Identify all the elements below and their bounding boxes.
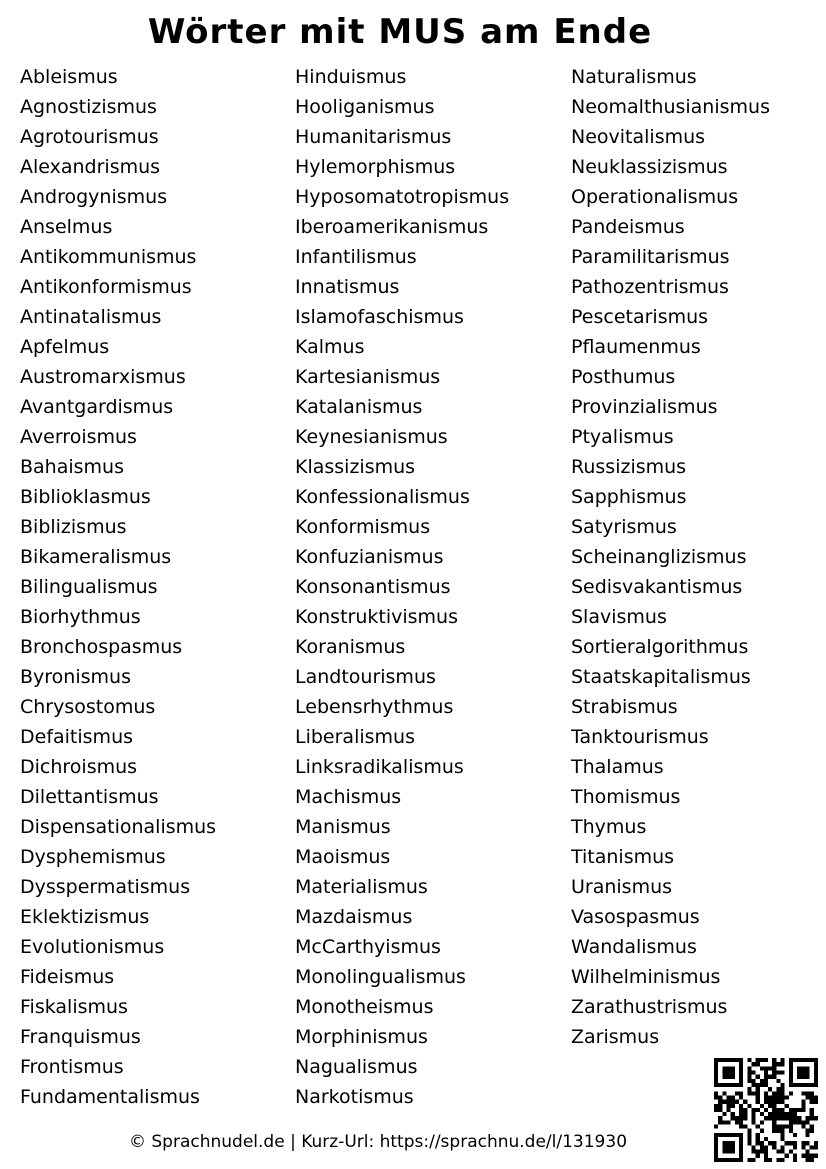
word-item: Naturalismus — [571, 66, 697, 88]
word-item: Pflaumenmus — [571, 336, 701, 358]
word-item: Antinatalismus — [20, 306, 162, 328]
word-item: Titanismus — [571, 846, 675, 868]
word-item: Zarismus — [571, 1026, 660, 1048]
word-item: Dichroismus — [20, 756, 138, 778]
word-item: Machismus — [295, 786, 402, 808]
word-item: Defaitismus — [20, 726, 134, 748]
word-item: Pescetarismus — [571, 306, 709, 328]
word-item: Russizismus — [571, 456, 687, 478]
word-item: Monolingualismus — [295, 966, 466, 988]
word-item: Dilettantismus — [20, 786, 159, 808]
word-item: Hylemorphismus — [295, 156, 456, 178]
word-item: Antikommunismus — [20, 246, 197, 268]
word-item: Neomalthusianismus — [571, 96, 770, 118]
word-item: Islamofaschismus — [295, 306, 464, 328]
word-item: Sortieralgorithmus — [571, 636, 749, 658]
word-item: Sapphismus — [571, 486, 687, 508]
word-item: Hinduismus — [295, 66, 407, 88]
word-item: Chrysostomus — [20, 696, 156, 718]
word-item: Byronismus — [20, 666, 131, 688]
word-item: Neovitalismus — [571, 126, 706, 148]
word-item: Mazdaismus — [295, 906, 413, 928]
word-item: Thalamus — [571, 756, 664, 778]
word-item: Bilingualismus — [20, 576, 158, 598]
word-item: Biblioklasmus — [20, 486, 151, 508]
word-item: Eklektizismus — [20, 906, 150, 928]
word-item: Strabismus — [571, 696, 678, 718]
word-item: Innatismus — [295, 276, 400, 298]
word-item: Humanitarismus — [295, 126, 452, 148]
word-item: Fundamentalismus — [20, 1086, 200, 1108]
word-item: Klassizismus — [295, 456, 416, 478]
word-item: Konformismus — [295, 516, 431, 538]
word-item: Kartesianismus — [295, 366, 441, 388]
word-item: Iberoamerikanismus — [295, 216, 489, 238]
word-item: Dispensationalismus — [20, 816, 217, 838]
word-item: Bikameralismus — [20, 546, 172, 568]
word-item: Keynesianismus — [295, 426, 448, 448]
word-item: Provinzialismus — [571, 396, 718, 418]
word-item: Alexandrismus — [20, 156, 161, 178]
word-item: Bahaismus — [20, 456, 124, 478]
word-item: Paramilitarismus — [571, 246, 730, 268]
word-item: Avantgardismus — [20, 396, 174, 418]
word-item: Zarathustrismus — [571, 996, 728, 1018]
word-item: Frontismus — [20, 1056, 124, 1078]
word-item: Agnostizismus — [20, 96, 157, 118]
word-item: Dysphemismus — [20, 846, 166, 868]
word-item: Liberalismus — [295, 726, 415, 748]
word-item: Monotheismus — [295, 996, 434, 1018]
word-item: Wandalismus — [571, 936, 697, 958]
word-item: Antikonformismus — [20, 276, 192, 298]
word-item: Kalmus — [295, 336, 365, 358]
word-item: Satyrismus — [571, 516, 677, 538]
word-item: Materialismus — [295, 876, 428, 898]
word-item: Konsonantismus — [295, 576, 451, 598]
word-item: Infantilismus — [295, 246, 417, 268]
word-item: Austromarxismus — [20, 366, 186, 388]
word-item: Hyposomatotropismus — [295, 186, 510, 208]
word-item: Thymus — [571, 816, 647, 838]
word-item: Katalanismus — [295, 396, 423, 418]
word-item: Fideismus — [20, 966, 115, 988]
word-item: Biblizismus — [20, 516, 127, 538]
word-item: Posthumus — [571, 366, 676, 388]
word-item: Operationalismus — [571, 186, 739, 208]
word-item: Vasospasmus — [571, 906, 700, 928]
word-item: Maoismus — [295, 846, 391, 868]
word-item: Evolutionismus — [20, 936, 165, 958]
word-item: Uranismus — [571, 876, 673, 898]
footer-credit: © Sprachnudel.de | Kurz-Url: https://sprachnu.de/l/131930 — [128, 1132, 628, 1152]
word-item: Anselmus — [20, 216, 113, 238]
page-title: Wörter mit MUS am Ende — [147, 12, 653, 52]
word-item: Pandeismus — [571, 216, 685, 238]
word-item: Konfessionalismus — [295, 486, 470, 508]
word-column-3 — [571, 62, 770, 1052]
word-item: McCarthyismus — [295, 936, 441, 958]
word-item: Thomismus — [571, 786, 681, 808]
word-item: Neuklassizismus — [571, 156, 728, 178]
word-item: Staatskapitalismus — [571, 666, 751, 688]
word-item: Manismus — [295, 816, 391, 838]
word-item: Narkotismus — [295, 1086, 414, 1108]
word-item: Koranismus — [295, 636, 406, 658]
word-item: Hooliganismus — [295, 96, 435, 118]
word-item: Ptyalismus — [571, 426, 674, 448]
word-item: Wilhelminismus — [571, 966, 721, 988]
word-item: Lebensrhythmus — [295, 696, 454, 718]
word-item: Sedisvakantismus — [571, 576, 743, 598]
word-item: Slavismus — [571, 606, 667, 628]
word-item: Pathozentrismus — [571, 276, 729, 298]
word-column-1 — [20, 62, 216, 1112]
word-item: Fiskalismus — [20, 996, 128, 1018]
word-item: Androgynismus — [20, 186, 168, 208]
word-item: Franquismus — [20, 1026, 141, 1048]
word-item: Morphinismus — [295, 1026, 428, 1048]
word-item: Tanktourismus — [571, 726, 709, 748]
word-item: Agrotourismus — [20, 126, 159, 148]
word-item: Biorhythmus — [20, 606, 141, 628]
word-item: Nagualismus — [295, 1056, 418, 1078]
word-item: Landtourismus — [295, 666, 436, 688]
word-item: Linksradikalismus — [295, 756, 464, 778]
word-item: Konstruktivismus — [295, 606, 458, 628]
word-item: Ableismus — [20, 66, 118, 88]
word-item: Bronchospasmus — [20, 636, 183, 658]
word-column-2 — [295, 62, 509, 1112]
word-item: Dysspermatismus — [20, 876, 191, 898]
word-item: Konfuzianismus — [295, 546, 444, 568]
qr-code-icon — [714, 1058, 818, 1162]
word-item: Averroismus — [20, 426, 137, 448]
word-item: Apfelmus — [20, 336, 110, 358]
word-item: Scheinanglizismus — [571, 546, 747, 568]
